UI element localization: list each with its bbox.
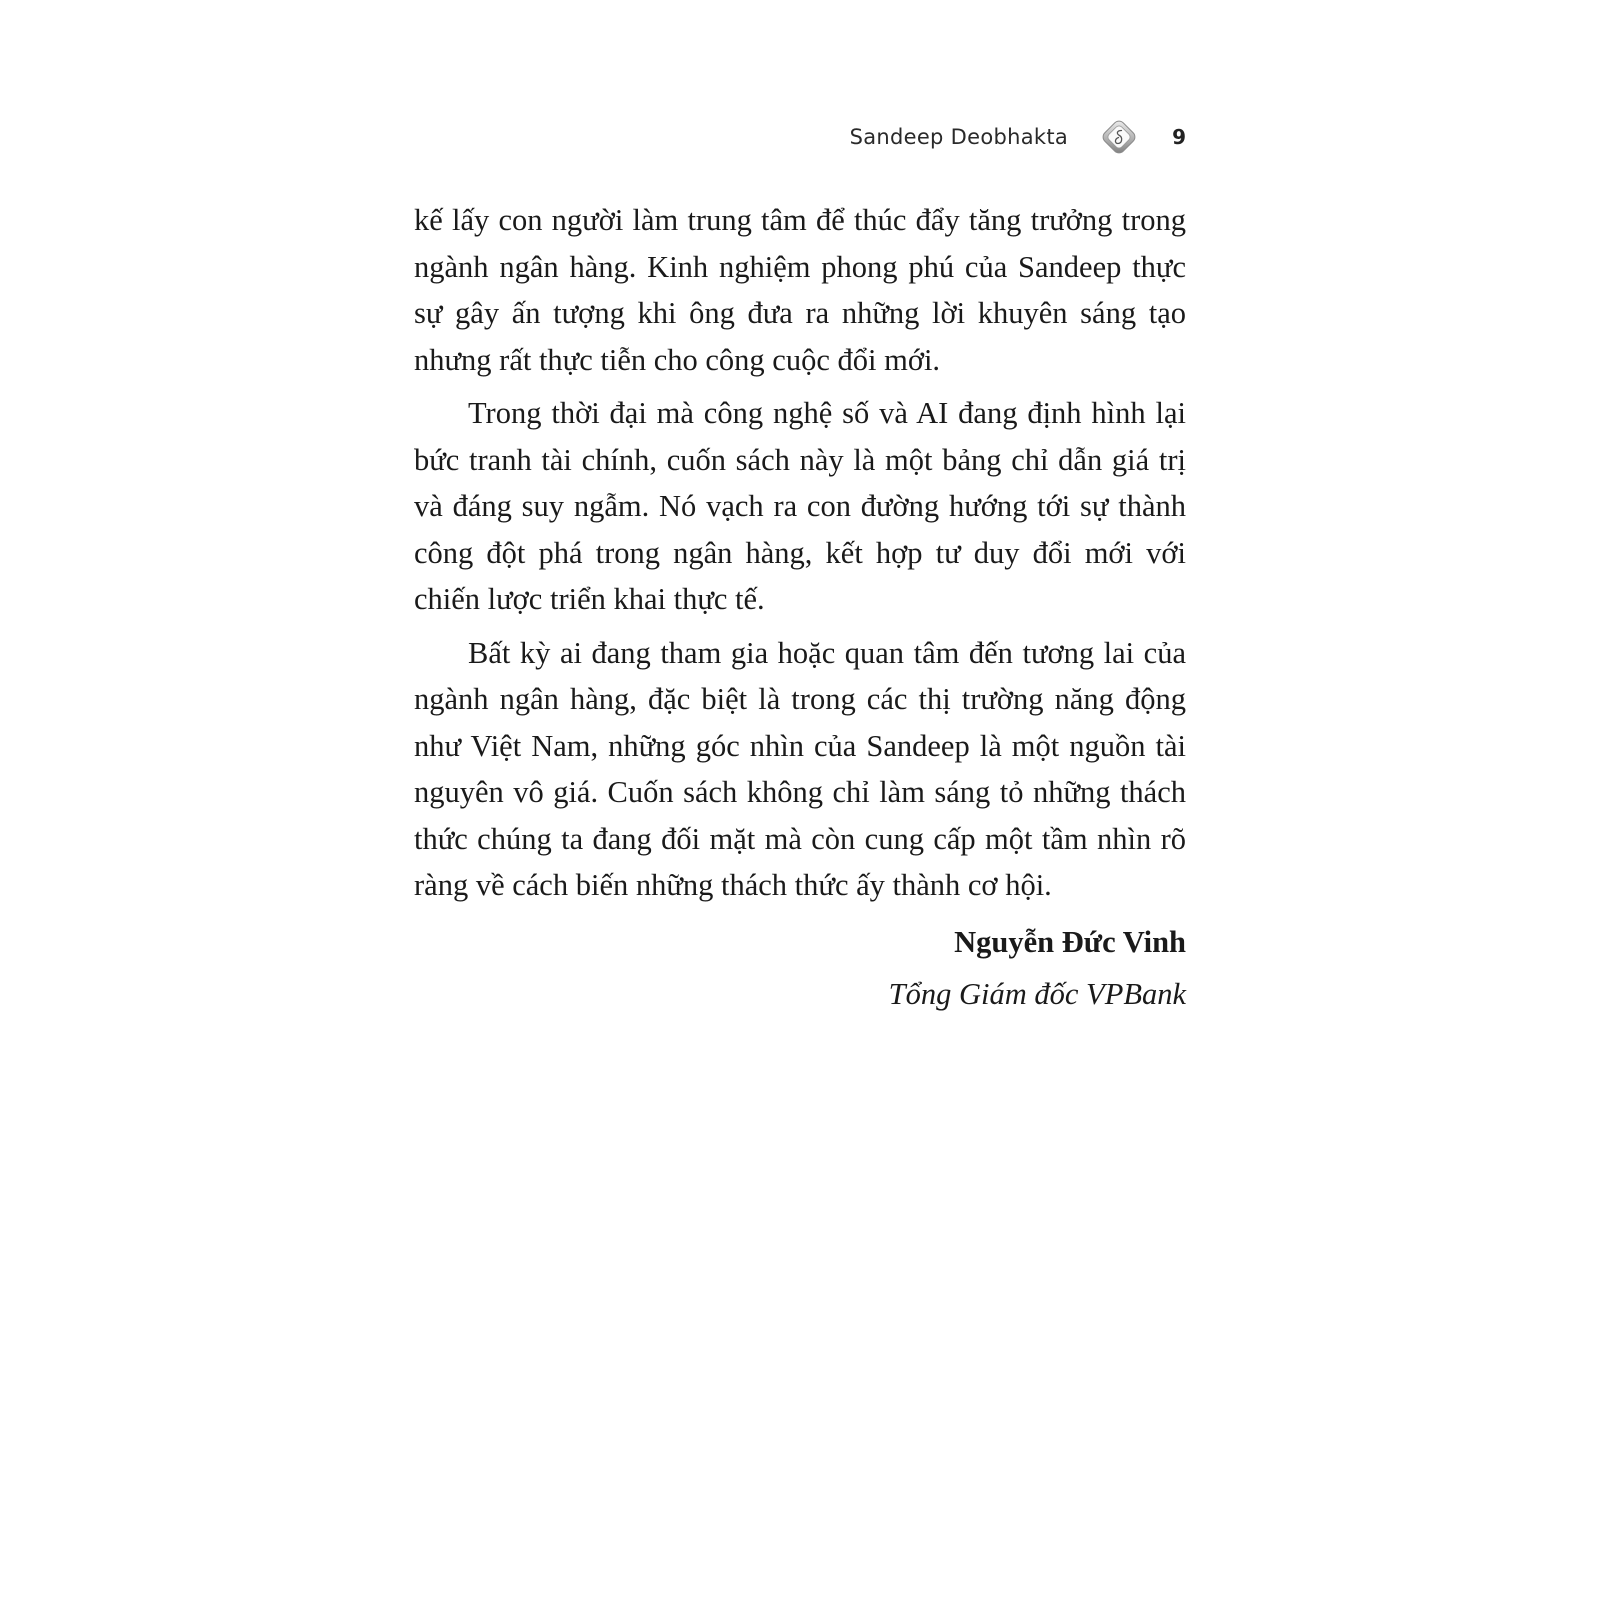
signature-title: Tổng Giám đốc VPBank: [888, 976, 1186, 1011]
paragraph: Trong thời đại mà công nghệ số và AI đang định hình lại bức tranh tài chính, cuốn sách này là một bảng chỉ dẫn giá trị và đáng suy ngẫm. Nó vạch ra con đường hướng tới sự thành công đột phá trong ngân hàng, kết hợp tư duy đổi mới với chiến lược triển khai thực tế.: [414, 396, 1186, 616]
signature-name: Nguyễn Đức Vinh: [954, 924, 1186, 959]
header-author: Sandeep Deobhakta: [849, 125, 1069, 149]
body-text: [414, 197, 1186, 1020]
book-emblem-icon: [1100, 118, 1138, 156]
running-header: [850, 117, 1186, 157]
paragraph: Bất kỳ ai đang tham gia hoặc quan tâm đến tương lai của ngành ngân hàng, đặc biệt là trong các thị trường năng động như Việt Nam, những góc nhìn của Sandeep là một nguồn tài nguyên vô giá. Cuốn sách không chỉ làm sáng tỏ những thách thức chúng ta đang đối mặt mà còn cung cấp một tầm nhìn rõ ràng về cách biến những thách thức ấy thành cơ hội.: [414, 635, 1186, 902]
page-number: 9: [1172, 125, 1186, 149]
paragraph: kế lấy con người làm trung tâm để thúc đẩy tăng trưởng trong ngành ngân hàng. Kinh nghiệm phong phú của Sandeep thực sự gây ấn tượng khi ông đưa ra những lời khuyên sáng tạo nhưng rất thực tiễn cho công cuộc đổi mới.: [414, 203, 1186, 377]
